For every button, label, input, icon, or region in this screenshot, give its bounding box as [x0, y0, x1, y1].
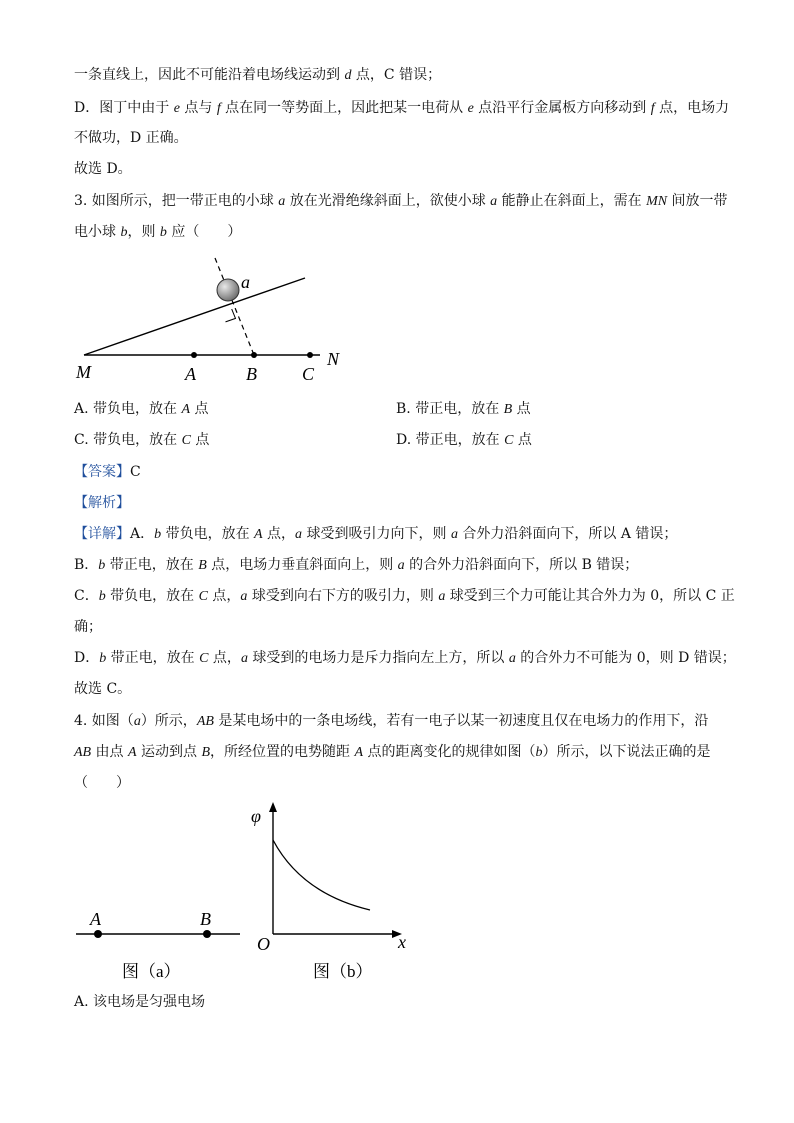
label-A: A: [90, 909, 101, 929]
label-phi: φ: [251, 806, 261, 826]
analysis-tag: 【解析】: [74, 495, 130, 511]
point-A: [191, 352, 197, 358]
question-3-stem: 电小球 b，则 b 应（ ）: [74, 224, 242, 240]
detail-line: B．b 带正电，放在 B 点，电场力垂直斜面向上，则 a 的合外力沿斜面向下，所以 B 错误；: [74, 557, 639, 573]
text-line: 故选 D。: [74, 161, 132, 177]
detail-line: C．b 带负电，放在 C 点，a 球受到向右下方的吸引力，则 a 球受到三个力可能让其合外力为 0，所以 C 正: [74, 588, 735, 604]
option-C[interactable]: C. 带负电，放在 C 点: [74, 432, 210, 448]
label-C: C: [302, 364, 315, 384]
label-A: A: [185, 364, 196, 384]
label-a: a: [241, 272, 250, 292]
label-N: N: [327, 349, 340, 369]
point-B: [203, 930, 211, 938]
option-A[interactable]: A. 该电场是匀强电场: [74, 994, 206, 1010]
incline-figure: [70, 250, 360, 390]
question-3-stem: 3. 如图所示，把一带正电的小球 a 放在光滑绝缘斜面上，欲使小球 a 能静止在斜面上，需在 MN 间放一带: [74, 193, 728, 209]
label-O: O: [257, 934, 270, 954]
potential-curve: [273, 840, 370, 910]
label-x: x: [398, 932, 406, 952]
question-4-stem: 4. 如图（a）所示，AB 是某电场中的一条电场线，若有一电子以某一初速度且仅在电场力的作用下，沿: [74, 713, 709, 729]
label-B: B: [246, 364, 257, 384]
label-M: M: [76, 362, 91, 382]
option-D[interactable]: D. 带正电，放在 C 点: [396, 432, 532, 448]
point-A: [94, 930, 102, 938]
caption-a: 图（a）: [122, 962, 181, 981]
question-4-stem: AB 由点 A 运动到点 B，所经位置的电势随距 A 点的距离变化的规律如图（b）所示，以下说法正确的是: [74, 744, 711, 760]
caption-b: 图（b）: [313, 962, 373, 981]
text-line: D．图丁中由于 e 点与 f 点在同一等势面上，因此把某一电荷从 e 点沿平行金属板方向移动到 f 点，电场力: [74, 100, 730, 116]
detail-line: 【详解】A．b 带负电，放在 A 点，a 球受到吸引力向下，则 a 合外力沿斜面向下，所以 A 错误；: [74, 526, 678, 542]
detail-line: 故选 C。: [74, 681, 132, 697]
question-4-stem: （ ）: [74, 775, 130, 791]
text-line: 不做功，D 正确。: [74, 130, 188, 146]
text-line: 一条直线上，因此不可能沿着电场线运动到 d 点，C 错误；: [74, 67, 442, 83]
point-C: [307, 352, 313, 358]
field-line-figure: [70, 800, 420, 990]
option-B[interactable]: B. 带正电，放在 B 点: [396, 401, 531, 417]
ball-a: [217, 279, 239, 301]
label-B: B: [200, 909, 211, 929]
answer-tag: 【答案】: [74, 464, 130, 480]
answer-line: [74, 462, 141, 482]
detail-line: 确；: [74, 619, 102, 635]
option-A[interactable]: A. 带负电，放在 A 点: [74, 401, 209, 417]
detail-line: D．b 带正电，放在 C 点，a 球受到的电场力是斥力指向左上方，所以 a 的合外力不可能为 0，则 D 错误；: [74, 650, 736, 666]
point-B: [251, 352, 257, 358]
answer-value: C: [130, 464, 141, 480]
